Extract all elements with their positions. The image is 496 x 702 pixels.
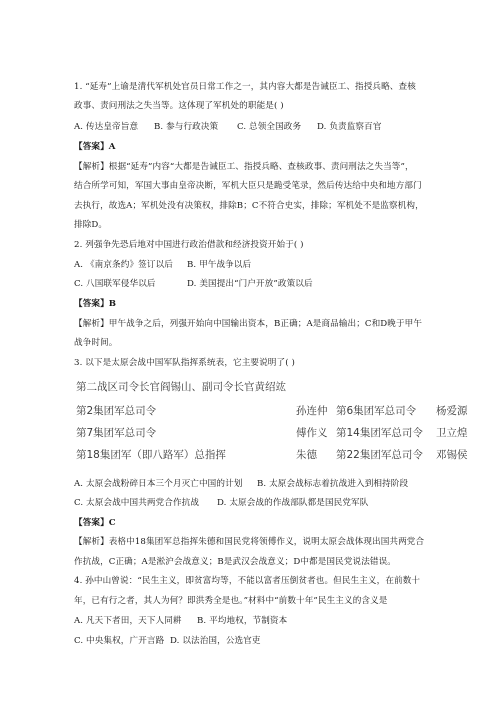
table-cell-r2-c2: 傅作义 [296, 427, 328, 439]
table-cell-r2-c4: 卫立煌 [436, 427, 468, 439]
q2-options-row-1 [74, 260, 494, 271]
table-cell-r2-c1: 第7集团军总司令 [76, 427, 157, 439]
q3-answer: 【答案】C [74, 518, 116, 528]
q1-analysis-line-4: 排除D。 [74, 220, 108, 230]
q1-option-d: D. 负责监察百官 [317, 122, 382, 132]
q3-option-b: B. 太原会战标志着抗战进入到相持阶段 [257, 479, 409, 489]
table-cell-r1-c3: 第6集团军总司令 [336, 405, 417, 417]
q1-option-a: A. 传达皇帝旨意 [74, 122, 139, 132]
q4-option-d: D. 以法治国，公选官吏 [170, 636, 261, 646]
q1-option-b: B. 参与行政决策 [154, 122, 219, 132]
q1-analysis-line-2: 结合所学可知，军国大事由皇帝决断，军机大臣只是跪受笔录，然后传达给中央和地方部门 [74, 181, 422, 191]
q3-options-row-2 [74, 498, 494, 509]
q3-stem-line-1: 3. 以下是太原会战中国军队指挥系统表，它主要说明了( ) [74, 358, 295, 368]
table-cell-r1-c2: 孙连仲 [296, 405, 328, 417]
table-cell-r2-c3: 第14集团军总司令 [336, 427, 423, 439]
table-cell-r1-c1: 第2集团军总司令 [76, 405, 157, 417]
q2-option-d: D. 美国提出“门户开放”政策以后 [187, 279, 313, 289]
q2-options-row-2 [74, 279, 494, 290]
q4-option-b: B. 平均地权，节制资本 [197, 616, 288, 626]
q1-stem-line-2: 政事、责问刑法之失当等。这体现了军机处的职能是( ) [74, 101, 284, 111]
q4-stem-line-1: 4. 孙中山曾说：“民生主义，即贫富均等，不能以富者压倒贫者也。但民生主义，在前数十 [74, 576, 421, 586]
table-cell-r3-c4: 邓锡侯 [436, 449, 468, 461]
q4-option-a: A. 凡天下者田，天下人同耕 [74, 616, 182, 626]
table-header: 第二战区司令长官阎锡山、副司令长官黄绍竑 [76, 381, 286, 393]
q2-analysis-line-1: 【解析】甲午战争之后，列强开始向中国输出资本，B正确；A是商品输出；C和D晚于甲午 [74, 319, 423, 329]
q3-analysis-line-1: 【解析】表格中18集团军总指挥朱德和国民党将领傅作义，说明太原会战体现出国共两党合 [74, 537, 425, 547]
q3-analysis-line-2: 作抗战，C正确；A是淞沪会战意义；B是武汉会战意义；D中都是国民党说法错误。 [74, 557, 396, 567]
table-cell-r3-c1: 第18集团军（即八路军）总指挥 [76, 449, 226, 461]
q3-option-a: A. 太原会战粉碎日本三个月灭亡中国的计划 [74, 479, 243, 489]
q2-option-b: B. 甲午战争以后 [187, 260, 252, 270]
table-cell-r3-c2: 朱德 [296, 449, 317, 461]
table-cell-r3-c3: 第22集团军总司令 [336, 449, 423, 461]
q3-option-d: D. 太原会战的作战部队都是国民党军队 [217, 498, 369, 508]
command-system-table [74, 379, 474, 471]
q1-analysis-line-1: 【解析】根据“延寿”内容“大都是告诫臣工、指授兵略、查核政事、责问刑法之失当等”， [74, 162, 414, 172]
q2-analysis-line-2: 战争时间。 [74, 338, 118, 348]
q4-stem-line-2: 年，已有行之者，其人为何？即洪秀全是也。”材料中“前数十年”民生主义的含义是 [74, 596, 388, 606]
table-cell-r1-c4: 杨爱源 [436, 405, 468, 417]
q2-answer: 【答案】B [74, 299, 117, 309]
q1-analysis-line-3: 去执行，故选A；军机处没有决策权，排除B；C不符合史实，排除；军机处不是监察机构， [74, 201, 424, 211]
q1-stem-line-1: 1. “延寿”上谕是清代军机处官员日常工作之一，其内容大都是告诫臣工、指授兵略、查核 [74, 82, 416, 92]
q2-option-c: C. 八国联军侵华以后 [74, 279, 156, 289]
q2-option-a: A. 《南京条约》签订以后 [74, 260, 173, 270]
q3-options-row-1 [74, 479, 494, 490]
q1-option-c: C. 总领全国政务 [237, 122, 302, 132]
q4-option-c: C. 中央集权，广开言路 [74, 636, 165, 646]
q4-options-row-1 [74, 616, 494, 627]
q3-option-c: C. 太原会战中国共两党合作抗战 [74, 498, 200, 508]
q2-stem-line-1: 2. 列强争先恐后地对中国进行政治借款和经济投资开始于( ) [74, 240, 304, 250]
q1-answer: 【答案】A [74, 142, 116, 152]
q4-options-row-2 [74, 636, 494, 647]
q1-options [74, 122, 494, 133]
